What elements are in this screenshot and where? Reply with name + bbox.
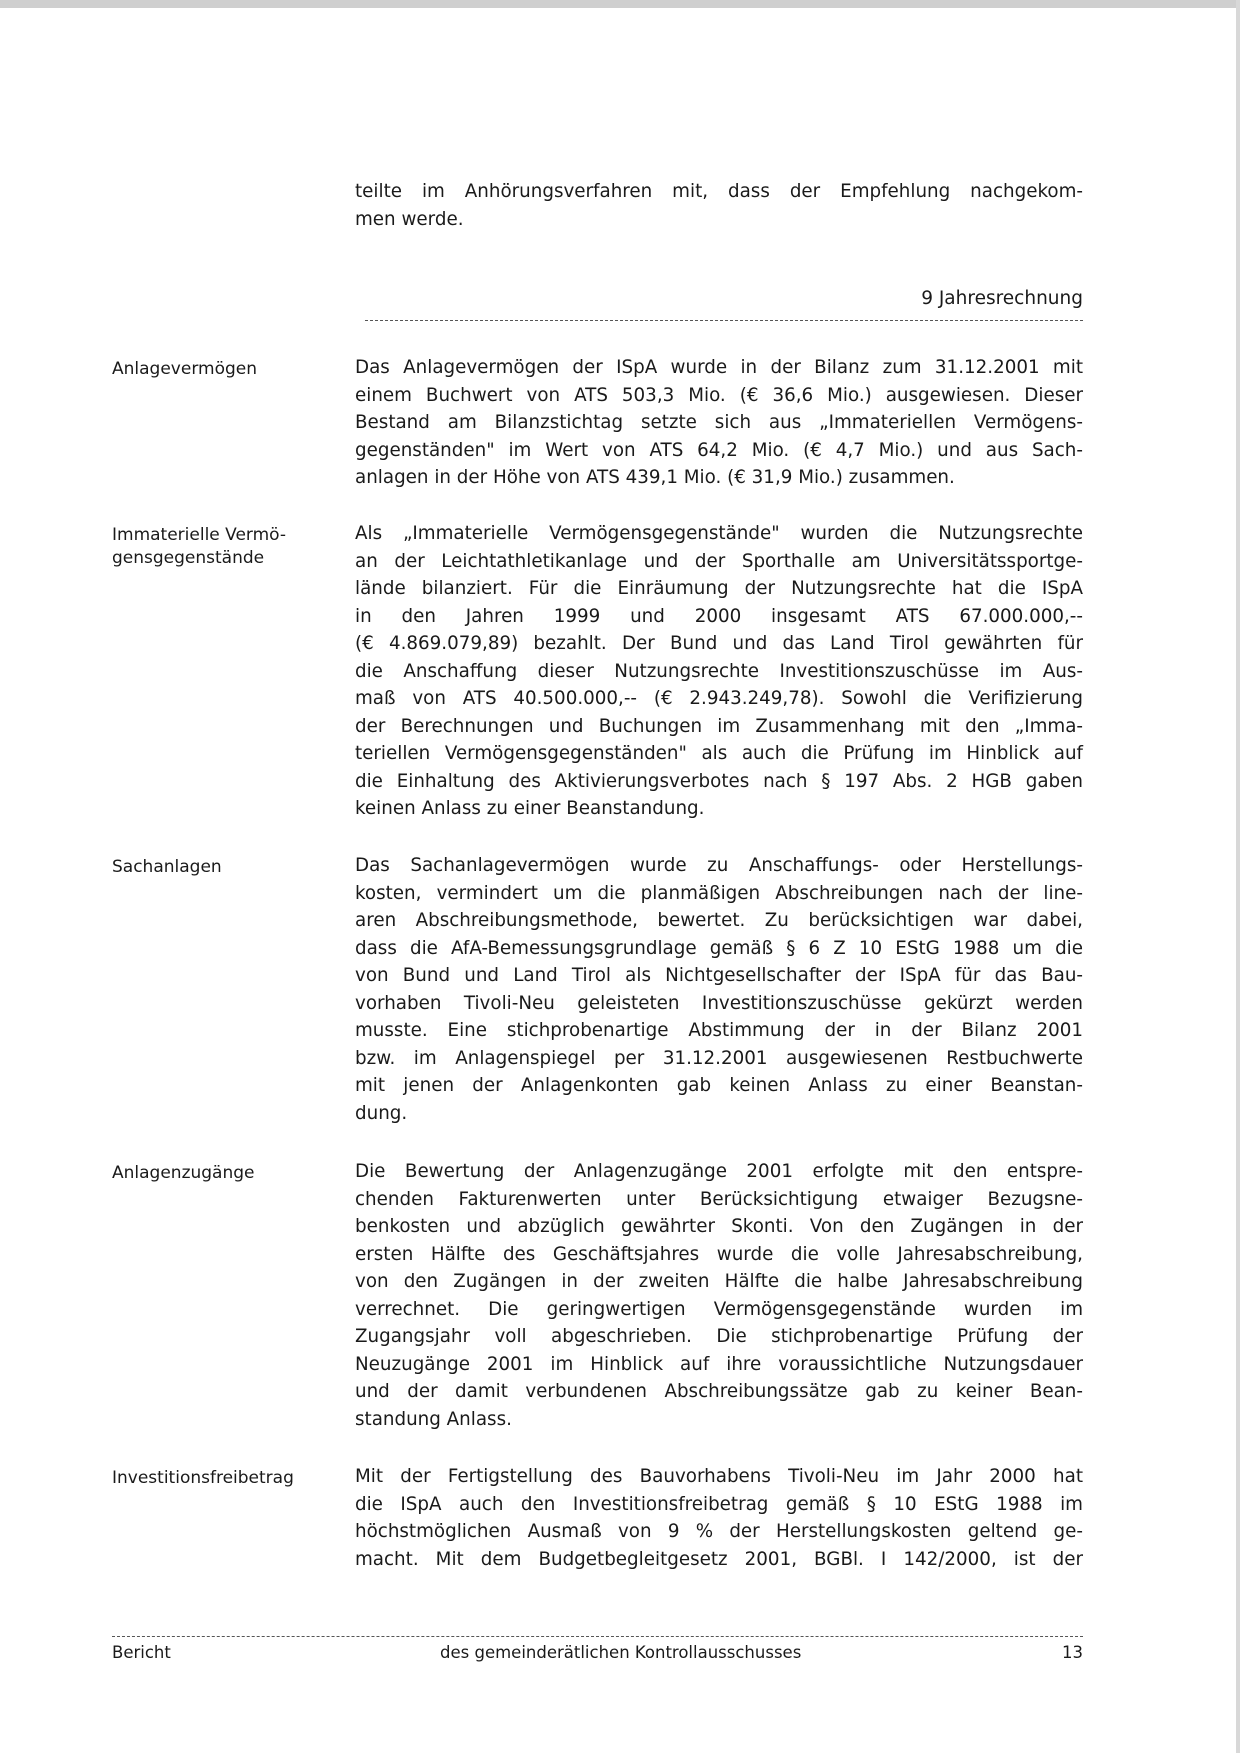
text-line: bzw. im Anlagenspiegel per 31.12.2001 ausgewiesenen Restbuchwerte — [355, 1047, 1083, 1069]
text-line: in den Jahren 1999 und 2000 insgesamt ATS 67.000.000,-- — [355, 605, 1083, 627]
margin-label: Anlagevermögen — [112, 359, 257, 379]
text-line: von Bund und Land Tirol als Nichtgesellschafter der ISpA für das Bau- — [355, 965, 1083, 986]
text-line: an der Leichtathletikanlage und der Sporthalle am Universitätssportge- — [355, 550, 1083, 572]
text-line: anlagen in der Höhe von ATS 439,1 Mio. (€ 31,9 Mio.) zusammen. — [355, 467, 955, 488]
text-line: teilte im Anhörungsverfahren mit, dass der Empfehlung nachgekom- — [355, 181, 1083, 202]
text-line: mit jenen der Anlagenkonten gab keinen Anlass zu einer Beanstan- — [355, 1075, 1083, 1096]
text-line: Das Anlagevermögen der ISpA wurde in der Bilanz zum 31.12.2001 mit — [355, 357, 1083, 378]
text-line: Neuzugänge 2001 im Hinblick auf ihre voraussichtliche Nutzungsdauer — [355, 1353, 1083, 1375]
text-line: Das Sachanlagevermögen wurde zu Anschaffungs- oder Herstellungs- — [355, 855, 1083, 876]
text-line: der Berechnungen und Buchungen im Zusammenhang mit den „Imma- — [355, 715, 1083, 737]
heading-divider — [365, 320, 1083, 321]
margin-label: Sachanlagen — [112, 857, 222, 877]
text-line: höchstmöglichen Ausmaß von 9 % der Herstellungskosten geltend ge- — [355, 1521, 1083, 1542]
footer-center: des gemeinderätlichen Kontrollausschusses — [440, 1643, 802, 1662]
text-line: und der damit verbundenen Abschreibungssätze gab zu keiner Bean- — [355, 1381, 1083, 1402]
text-line: men werde. — [355, 208, 464, 230]
text-line: Die Bewertung der Anlagenzugänge 2001 erfolgte mit den entspre- — [355, 1161, 1083, 1182]
text-line: Als „Immaterielle Vermögensgegenstände" wurden die Nutzungsrechte — [355, 523, 1083, 544]
text-line: aren Abschreibungsmethode, bewertet. Zu berücksichtigen war dabei, — [355, 910, 1083, 931]
text-line: ersten Hälfte des Geschäftsjahres wurde die volle Jahresabschreibung, — [355, 1243, 1083, 1265]
margin-label: Investitionsfreibetrag — [112, 1468, 294, 1488]
section-heading: 9 Jahresrechnung — [921, 288, 1083, 309]
footer-divider — [112, 1636, 1083, 1637]
text-line: benkosten und abzüglich gewährter Skonti. Von den Zugängen in der — [355, 1216, 1083, 1237]
text-line: keinen Anlass zu einer Beanstandung. — [355, 798, 705, 819]
footer-left: Bericht — [112, 1643, 171, 1662]
text-line: Mit der Fertigstellung des Bauvorhabens Tivoli-Neu im Jahr 2000 hat — [355, 1466, 1083, 1487]
text-line: gegenständen" im Wert von ATS 64,2 Mio. (€ 4,7 Mio.) und aus Sach- — [355, 439, 1083, 461]
text-line: einem Buchwert von ATS 503,3 Mio. (€ 36,6 Mio.) ausgewiesen. Dieser — [355, 384, 1083, 406]
text-line: verrechnet. Die geringwertigen Vermögensgegenstände wurden im — [355, 1298, 1083, 1320]
text-line: die Einhaltung des Aktivierungsverbotes nach § 197 Abs. 2 HGB gaben — [355, 770, 1083, 792]
text-line: musste. Eine stichprobenartige Abstimmung der in der Bilanz 2001 — [355, 1020, 1083, 1041]
text-line: macht. Mit dem Budgetbegleitgesetz 2001, BGBl. I 142/2000, ist der — [355, 1548, 1083, 1570]
text-line: die Anschaffung dieser Nutzungsrechte Investitionszuschüsse im Aus- — [355, 660, 1083, 682]
scan-right-edge — [1236, 0, 1240, 1753]
text-line: Zugangsjahr voll abgeschrieben. Die stichprobenartige Prüfung der — [355, 1326, 1083, 1347]
text-line: (€ 4.869.079,89) bezahlt. Der Bund und das Land Tirol gewährten für — [355, 633, 1083, 654]
text-line: vorhaben Tivoli-Neu geleisteten Investitionszuschüsse gekürzt werden — [355, 992, 1083, 1014]
scan-top-edge — [0, 0, 1240, 8]
text-line: kosten, vermindert um die planmäßigen Abschreibungen nach der line- — [355, 882, 1083, 904]
text-line: standung Anlass. — [355, 1408, 512, 1430]
margin-label: Anlagenzugänge — [112, 1163, 255, 1183]
page-number: 13 — [1062, 1643, 1083, 1662]
text-line: Bestand am Bilanzstichtag setzte sich aus „Immateriellen Vermögens- — [355, 412, 1083, 433]
text-line: chenden Fakturenwerten unter Berücksichtigung etwaiger Bezugsne- — [355, 1188, 1083, 1210]
text-line: die ISpA auch den Investitionsfreibetrag gemäß § 10 EStG 1988 im — [355, 1493, 1083, 1515]
text-line: maß von ATS 40.500.000,-- (€ 2.943.249,78). Sowohl die Verifizierung — [355, 688, 1083, 709]
text-line: dass die AfA-Bemessungsgrundlage gemäß § 6 Z 10 EStG 1988 um die — [355, 937, 1083, 959]
text-line: lände bilanziert. Für die Einräumung der Nutzungsrechte hat die ISpA — [355, 578, 1083, 599]
text-line: teriellen Vermögensgegenständen" als auch die Prüfung im Hinblick auf — [355, 743, 1083, 764]
text-line: von den Zugängen in der zweiten Hälfte die halbe Jahresabschreibung — [355, 1271, 1083, 1292]
margin-label: Immaterielle Vermö- gensgegenstände — [112, 525, 287, 568]
text-line: dung. — [355, 1102, 408, 1124]
